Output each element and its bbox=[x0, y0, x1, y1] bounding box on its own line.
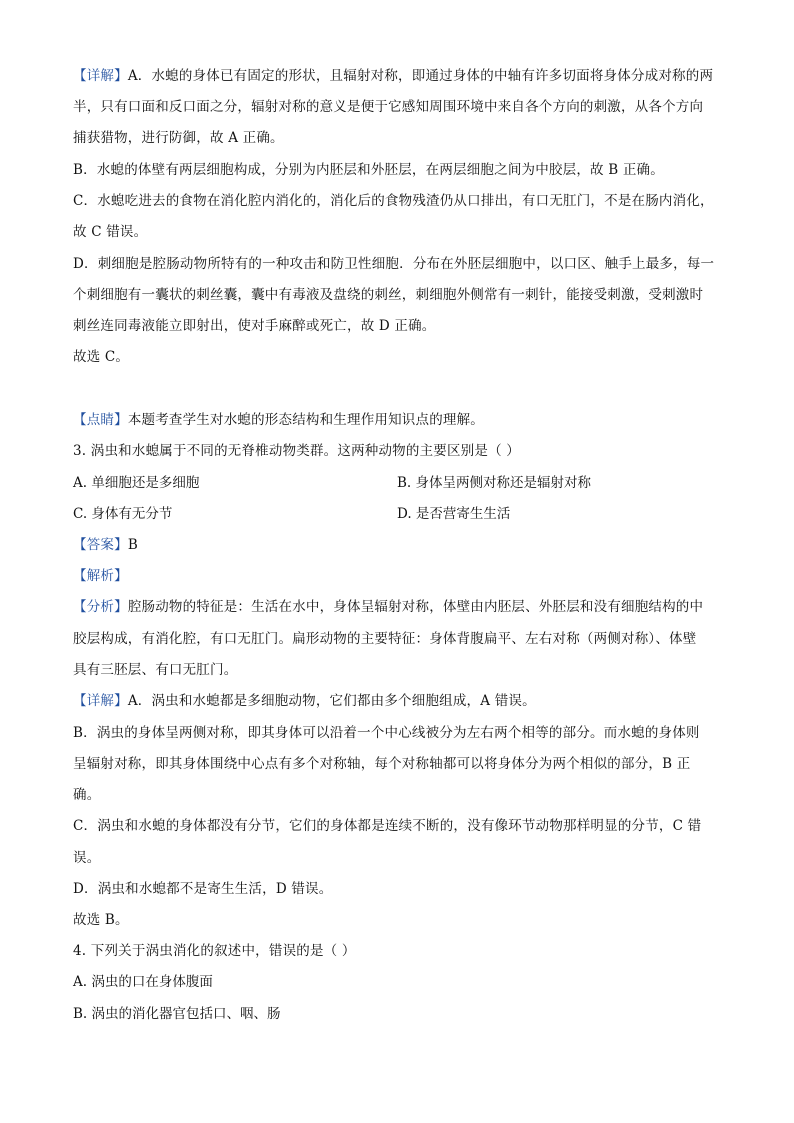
detail-paragraph-line: 【详解】A．水螅的身体已有固定的形状，且辐射对称，即通过身体的中轴有许多切面将身体分成对称的两 bbox=[73, 68, 714, 84]
option-c: C. 身体有无分节 bbox=[73, 506, 173, 522]
option-explanation-d-cont: 个刺细胞有一囊状的刺丝囊，囊中有毒液及盘绕的刺丝，刺细胞外侧常有一刺针，能接受刺激，受刺激时 bbox=[73, 287, 704, 303]
option-explanation-c-cont: 故 C 错误。 bbox=[73, 224, 148, 240]
detail-paragraph-line: 半，只有口面和反口面之分，辐射对称的意义是便于它感知周围环境中来自各个方向的刺激，从各个方向 bbox=[73, 99, 704, 115]
detail-line: D．涡虫和水螅都不是寄生生活，D 错误。 bbox=[73, 881, 333, 897]
analysis-line: 具有三胚层、有口无肛门。 bbox=[73, 662, 238, 678]
option-b: B. 身体呈两侧对称还是辐射对称 bbox=[397, 475, 592, 491]
detail-line: B．涡虫的身体呈两侧对称，即其身体可以沿着一个中心线被分为左右两个相等的部分。而水螅的身体则 bbox=[73, 725, 700, 741]
option-a: A. 单细胞还是多细胞 bbox=[73, 475, 200, 491]
conclusion: 故选 C。 bbox=[73, 349, 130, 365]
analysis-tag: 【分析】 bbox=[73, 599, 128, 615]
analysis-heading: 【解析】 bbox=[73, 568, 128, 584]
answer-tag: 【答案】 bbox=[73, 537, 128, 553]
option-a: A. 涡虫的口在身体腹面 bbox=[73, 974, 213, 990]
option-b: B. 涡虫的消化器官包括口、咽、肠 bbox=[73, 1006, 281, 1022]
detail-line: 【详解】A．涡虫和水螅都是多细胞动物，它们都由多个细胞组成，A 错误。 bbox=[73, 693, 536, 709]
comment-line: 【点睛】本题考查学生对水螅的形态结构和生理作用知识点的理解。 bbox=[73, 412, 485, 428]
option-explanation-d-cont: 刺丝连同毒液能立即射出，使对手麻醉或死亡，故 D 正确。 bbox=[73, 318, 436, 334]
detail-line: C．涡虫和水螅的身体都没有分节，它们的身体都是连续不断的，没有像环节动物那样明显的分节，C 错 bbox=[73, 818, 702, 834]
answer-line: 【答案】B bbox=[73, 537, 138, 553]
option-explanation-c: C．水螅吃进去的食物在消化腔内消化的，消化后的食物残渣仍从口排出，有口无肛门，不是在肠内消化， bbox=[73, 193, 714, 209]
question-4-stem: 4. 下列关于涡虫消化的叙述中，错误的是（ ） bbox=[73, 943, 356, 959]
detail-tag: 【详解】 bbox=[73, 693, 128, 709]
analysis-line: 胶层构成，有消化腔，有口无肛门。扁形动物的主要特征：身体背腹扁平、左右对称（两侧对称）、体壁 bbox=[73, 631, 697, 647]
option-explanation-d: D．刺细胞是腔肠动物所特有的一种攻击和防卫性细胞．分布在外胚层细胞中，以口区、触手上最多，每一 bbox=[73, 256, 715, 272]
option-d: D. 是否营寄生生活 bbox=[397, 506, 511, 522]
detail-paragraph-line: 捕获猎物，进行防御，故 A 正确。 bbox=[73, 130, 284, 146]
conclusion: 故选 B。 bbox=[73, 912, 129, 928]
detail-line: 呈辐射对称，即其身体围绕中心点有多个对称轴，每个对称轴都可以将身体分为两个相似的部分，B 正 bbox=[73, 756, 691, 772]
comment-tag: 【点睛】 bbox=[73, 412, 128, 428]
question-3-stem: 3. 涡虫和水螅属于不同的无脊椎动物类群。这两种动物的主要区别是（ ） bbox=[73, 443, 520, 459]
detail-line: 确。 bbox=[73, 787, 101, 803]
detail-line: 误。 bbox=[73, 850, 101, 866]
detail-tag: 【详解】 bbox=[73, 68, 128, 84]
option-explanation-b: B．水螅的体壁有两层细胞构成，分别为内胚层和外胚层，在两层细胞之间为中胶层，故 B 正确。 bbox=[73, 162, 664, 178]
analysis-line: 【分析】腔肠动物的特征是：生活在水中，身体呈辐射对称，体壁由内胚层、外胚层和没有细胞结构的中 bbox=[73, 599, 704, 615]
